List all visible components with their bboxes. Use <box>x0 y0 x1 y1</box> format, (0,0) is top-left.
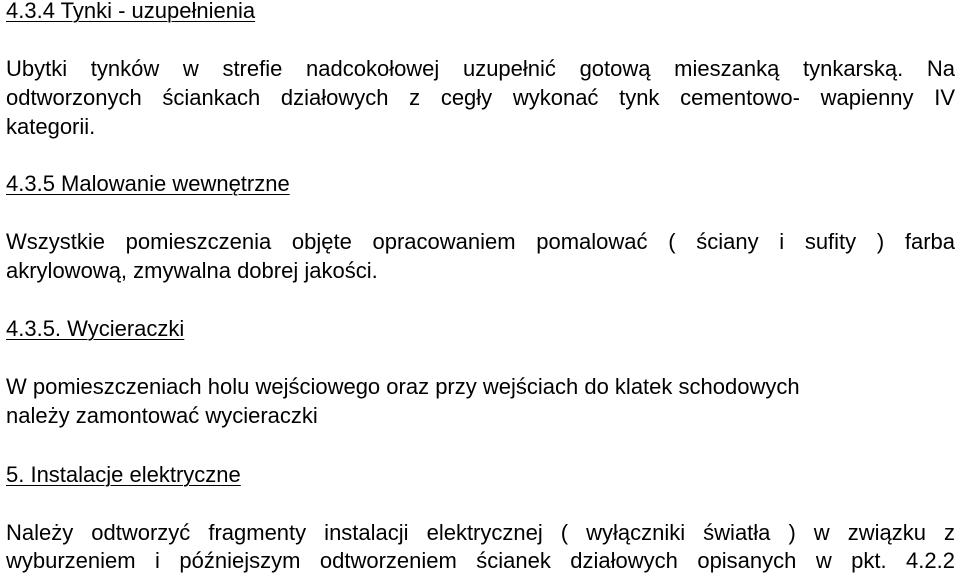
paragraph-line: Ubytki tynków w strefie nadcokołowej uzupełnić gotową mieszanką tynkarską. Na <box>6 56 955 81</box>
paragraph-line: kategorii. <box>6 114 96 139</box>
paragraph-line: Wszystkie pomieszczenia objęte opracowaniem pomalować ( ściany i sufity ) farba <box>6 229 955 254</box>
paragraph-line: Należy odtworzyć fragmenty instalacji elektrycznej ( wyłączniki światła ) w związku z <box>6 520 955 545</box>
paragraph-line: odtworzonych ściankach działowych z cegły wykonać tynk cementowo- wapienny IV <box>6 85 955 110</box>
section-heading-instalacje: 5. Instalacje elektryczne <box>6 462 241 487</box>
section-heading-wycieraczki: 4.3.5. Wycieraczki <box>6 316 185 341</box>
paragraph-line: W pomieszczeniach holu wejściowego oraz przy wejściach do klatek schodowych <box>6 374 800 399</box>
paragraph-line: należy zamontować wycieraczki <box>6 403 318 428</box>
section-heading-tynki: 4.3.4 Tynki - uzupełnienia <box>6 0 256 23</box>
paragraph-line: wyburzeniem i późniejszym odtworzeniem ścianek działowych opisanych w pkt. 4.2.2 <box>6 548 955 573</box>
section-heading-malowanie: 4.3.5 Malowanie wewnętrzne <box>6 171 290 196</box>
paragraph-line: akrylowową, zmywalna dobrej jakości. <box>6 258 378 283</box>
